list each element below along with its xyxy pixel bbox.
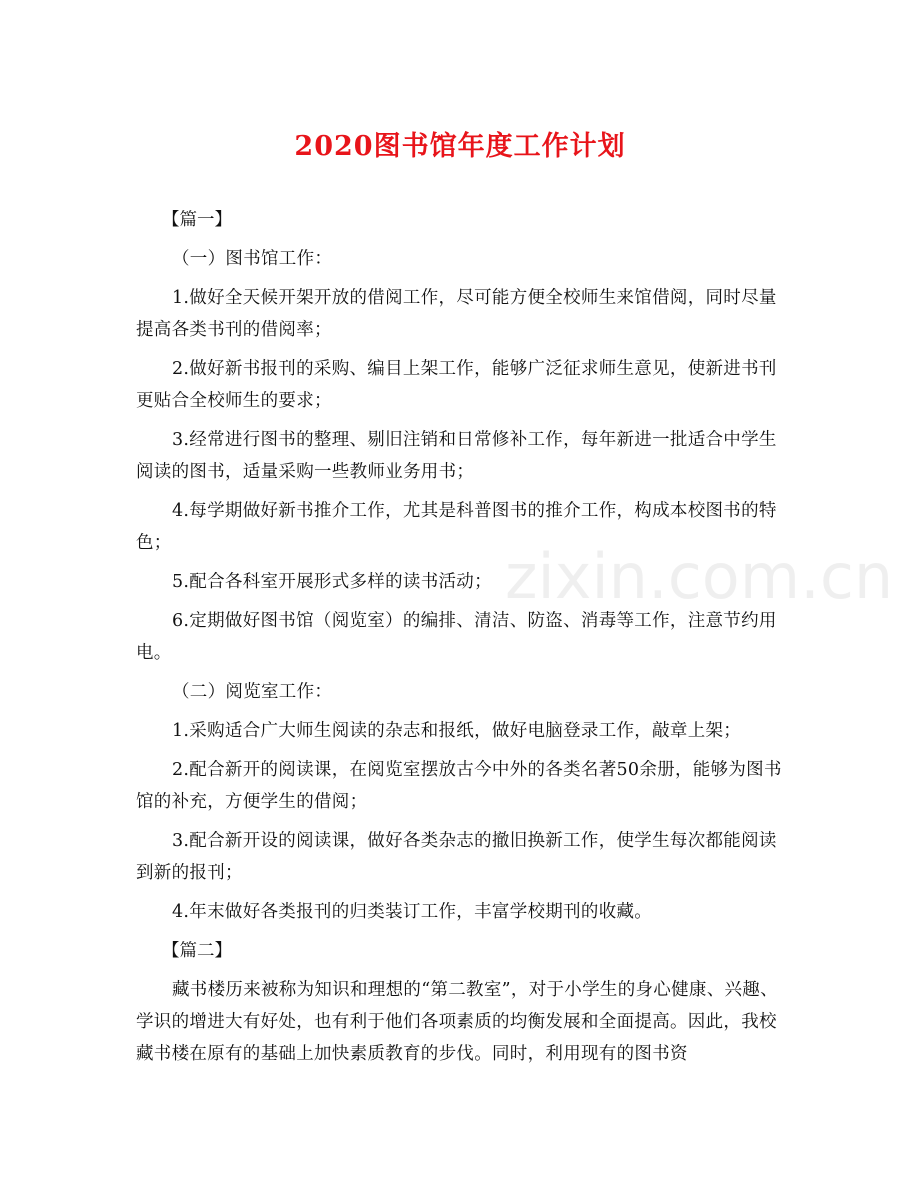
watermark-text: zixin.com.cn — [505, 540, 894, 613]
section-heading-1: 【篇一】 — [162, 210, 232, 230]
paragraph: 藏书楼历来被称为知识和理想的“第二教室”，对于小学生的身心健康、兴趣、学识的增进大有好处，也有利于他们各项素质的均衡发展和全面提高。因此，我校藏书楼在原有的基础上加快素质教育的步伐。同时，利用现有的图书资 — [136, 980, 778, 1064]
document-body — [136, 204, 784, 1077]
paragraph: 3.配合新开设的阅读课，做好各类杂志的撤旧换新工作，使学生每次都能阅读到新的报刊； — [136, 831, 777, 883]
subsection-heading-library: （一）图书馆工作： — [172, 249, 333, 269]
document-title: 2020图书馆年度工作计划 — [294, 131, 626, 162]
paragraph: 4.年末做好各类报刊的归类装订工作，丰富学校期刊的收藏。 — [172, 902, 653, 922]
section-heading-2: 【篇二】 — [162, 941, 232, 961]
paragraph: 1.做好全天候开架开放的借阅工作，尽可能方便全校师生来馆借阅，同时尽量提高各类书刊的借阅率； — [136, 288, 777, 340]
paragraph: 2.配合新开的阅读课，在阅览室摆放古今中外的各类名著50余册，能够为图书馆的补充，方便学生的借阅； — [136, 760, 782, 812]
paragraph: 4.每学期做好新书推介工作，尤其是科普图书的推介工作，构成本校图书的特色； — [136, 501, 777, 553]
paragraph: 5.配合各科室开展形式多样的读书活动； — [172, 572, 492, 592]
subsection-heading-reading-room: （二）阅览室工作： — [172, 682, 333, 702]
paragraph: 1.采购适合广大师生阅读的杂志和报纸，做好电脑登录工作，敲章上架； — [172, 721, 742, 741]
paragraph: 3.经常进行图书的整理、剔旧注销和日常修补工作，每年新进一批适合中学生阅读的图书，适量采购一些教师业务用书； — [136, 430, 777, 482]
paragraph: 6.定期做好图书馆（阅览室）的编排、清洁、防盗、消毒等工作，注意节约用电。 — [136, 611, 777, 663]
paragraph: 2.做好新书报刊的采购、编目上架工作，能够广泛征求师生意见，使新进书刊更贴合全校师生的要求； — [136, 359, 777, 411]
